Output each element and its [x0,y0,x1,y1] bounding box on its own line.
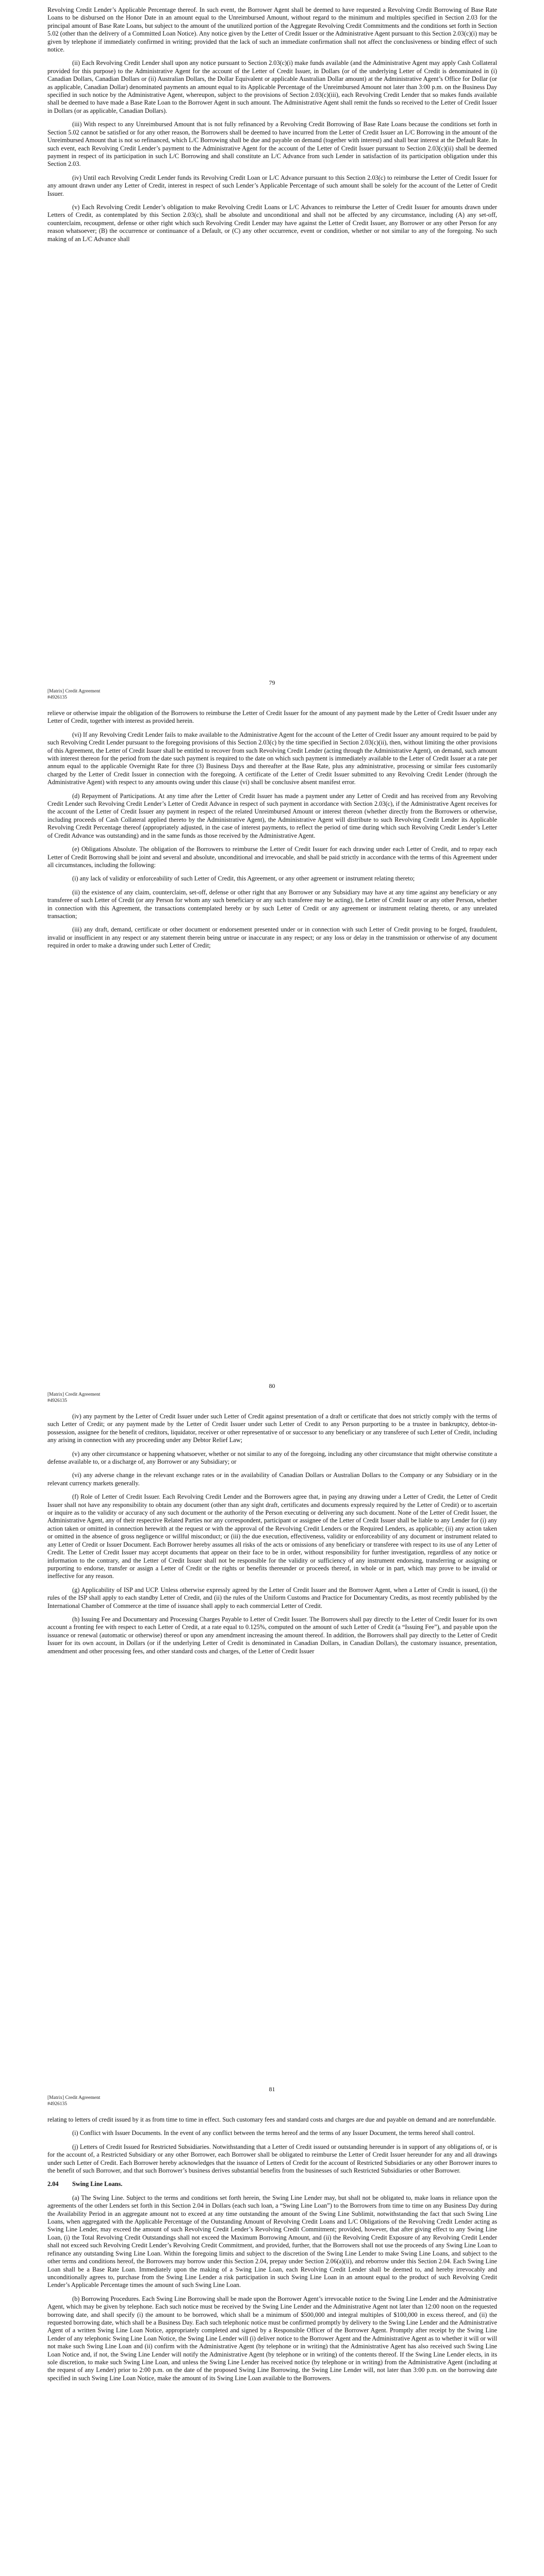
paragraph: (ii) Each Revolving Credit Lender shall upon any notice pursuant to Section 2.03(c)(i) make funds available (and the Administrative Agent may apply Cash Collateral provided for this purpose) to the Administrative Agent for the account of the Letter of Credit Issuer, in Dollars (or of the underlying Letter of Credit is denominated in (i) Canadian Dollars, Canadian Dollars or (ii) Australian Dollars, the Dollar Equivalent or applicable Australian Dollar amount) at the Administrative Agent’s Office for Dollar (or as applicable, Canadian Dollar) denominated payments an amount equal to its Applicable Percentage of the Unreimbursed Amount not later than 3:00 p.m. on the Business Day specified in such notice by the Administrative Agent, whereupon, subject to the provisions of Section 2.03(c)(iii), each Revolving Credit Lender that so makes funds available shall be deemed to have made a Base Rate Loan to the Borrower Agent in such amount. The Administrative Agent shall remit the funds so received to the Letter of Credit Issuer in Dollars (or as applicable, Canadian Dollars). [47,59,497,114]
footer-code: #4926135 [47,695,67,700]
paragraph: (i) Conflict with Issuer Documents. In the event of any conflict between the terms hereof and the terms of any Issuer Document, the terms hereof shall control. [72,2129,475,2137]
paragraph: Revolving Credit Lender’s Applicable Percentage thereof. In such event, the Borrower Agent shall be deemed to have requested a Revolving Credit Borrowing of Base Rate Loans to be disbursed on the Honor Date in an amount equal to the Unreimbursed Amount, without regard to the minimum and multiples specified in Section 2.03 for the principal amount of Base Rate Loans, but subject to the amount of the unutilized portion of the Aggregate Revolving Credit Commitments and the conditions set forth in Section 5.02 (other than the delivery of a Committed Loan Notice). Any notice given by the Letter of Credit Issuer or the Administrative Agent pursuant to this Section 2.03(c)(i) may be given by telephone if immediately confirmed in writing; provided that the lack of such an immediate confirmation shall not affect the conclusiveness or binding effect of such notice. [47,6,497,54]
page-footer [47,2095,100,2107]
paragraph: (iii) With respect to any Unreimbursed Amount that is not fully refinanced by a Revolving Credit Borrowing of Base Rate Loans because the conditions set forth in Section 5.02 cannot be satisfied or for any other reason, the Borrowers shall be deemed to have incurred from the Letter of Credit Issuer an L/C Borrowing in the amount of the Unreimbursed Amount that is not so refinanced, which L/C Borrowing shall be due and payable on demand (together with interest) and shall bear interest at the Default Rate. In such event, each Revolving Credit Lender’s payment to the Administrative Agent for the account of the Letter of Credit Issuer pursuant to Section 2.03(c)(ii) shall be deemed payment in respect of its participation in such L/C Borrowing and shall constitute an L/C Advance from such Lender in satisfaction of its participation obligation under this Section 2.03. [47,121,497,168]
paragraph: (h) Issuing Fee and Documentary and Processing Charges Payable to Letter of Credit Issuer. The Borrowers shall pay directly to the Letter of Credit Issuer for its own account a fronting fee with respect to each Letter of Credit, at a rate equal to 0.125%, computed on the amount of such Letter of Credit (a “Issuing Fee”), and payable upon the issuance or renewal (automatic or otherwise) thereof or upon any amendment increasing the amount thereof. In addition, the Borrowers shall pay directly to the Letter of Credit Issuer for its own account, in Dollars (or if the underlying Letter of Credit is denominated in Canadian Dollars, in Canadian Dollars), the customary issuance, presentation, amendment and other processing fees, and other standard costs and charges, of the Letter of Credit Issuer [47,1615,497,1655]
paragraph: (ii) the existence of any claim, counterclaim, set-off, defense or other right that any Borrower or any Subsidiary may have at any time against any beneficiary or any transferee of such Letter of Credit (or any Person for whom any such beneficiary or any such transferee may be acting), the Letter of Credit Issuer or any other Person, whether in connection with this Agreement, the transactions contemplated hereby or by such Letter of Credit or any agreement or instrument relating thereto, or any unrelated transaction; [47,888,497,920]
paragraph: (iv) Until each Revolving Credit Lender funds its Revolving Credit Loan or L/C Advance pursuant to this Section 2.03(c) to reimburse the Letter of Credit Issuer for any amount drawn under any Letter of Credit, interest in respect of such Lender’s Applicable Percentage of such amount shall be solely for the account of the Letter of Credit Issuer. [47,174,497,197]
page-number: 81 [269,2086,275,2093]
page-number: 79 [269,679,275,686]
paragraph: (iv) any payment by the Letter of Credit Issuer under such Letter of Credit against presentation of a draft or certificate that does not strictly comply with the terms of such Letter of Credit; or any payment made by the Letter of Credit Issuer under such Letter of Credit to any Person purporting to be a trustee in bankruptcy, debtor-in-possession, assignee for the benefit of creditors, liquidator, receiver or other representative of or successor to any beneficiary or any transferee of such Letter of Credit, including any arising in connection with any proceeding under any Debtor Relief Law; [47,1413,497,1444]
page-4-body [47,2116,497,2388]
footer-title: [Matrix] Credit Agreement [47,689,101,694]
page-footer [47,1392,100,1404]
page-2-body [47,709,497,956]
paragraph: (g) Applicability of ISP and UCP. Unless otherwise expressly agreed by the Letter of Credit Issuer and the Borrower Agent, when a Letter of Credit is issued, (i) the rules of the ISP shall apply to each standby Letter of Credit, and (ii) the rules of the Uniform Customs and Practice for Documentary Credits, as most recently published by the International Chamber of Commerce at the time of issuance shall apply to each commercial Letter of Credit. [47,1586,497,1609]
paragraph: (e) Obligations Absolute. The obligation of the Borrowers to reimburse the Letter of Credit Issuer for each drawing under each Letter of Credit, and to repay each Letter of Credit Borrowing shall be joint and several and absolute, unconditional and irrevocable, and shall be paid strictly in accordance with the terms of this Agreement under all circumstances, including the following: [47,845,497,869]
paragraph: (vi) If any Revolving Credit Lender fails to make available to the Administrative Agent for the account of the Letter of Credit Issuer any amount required to be paid by such Revolving Credit Lender pursuant to the foregoing provisions of this Section 2.03(c) by the time specified in Section 2.03(c)(ii), then, without limiting the other provisions of this Agreement, the Letter of Credit Issuer shall be entitled to recover from such Revolving Credit Lender (acting through the Administrative Agent), on demand, such amount with interest thereon for the period from the date such payment is required to the date on which such payment is immediately available to the Letter of Credit Issuer at a rate per annum equal to the applicable Overnight Rate for three (3) Business Days and thereafter at the Base Rate, plus any administrative, processing or similar fees customarily charged by the Letter of Credit Issuer in connection with the foregoing. A certificate of the Letter of Credit Issuer submitted to any Revolving Credit Lender (through the Administrative Agent) with respect to any amounts owing under this clause (vi) shall be conclusive absent manifest error. [47,731,497,786]
page-footer [47,688,100,701]
page-4 [0,2110,544,2576]
paragraph: (vi) any adverse change in the relevant exchange rates or in the availability of Canadian Dollars or Australian Dollars to the Company or any Subsidiary or in the relevant currency markets generally. [47,1471,497,1487]
page-number: 80 [269,1382,275,1389]
paragraph: (i) any lack of validity or enforceability of such Letter of Credit, this Agreement, or any other agreement or instrument relating thereto; [72,875,415,883]
paragraph: relieve or otherwise impair the obligation of the Borrowers to reimburse the Letter of Credit Issuer for the amount of any payment made by the Letter of Credit Issuer under any Letter of Credit, together with interest as provided herein. [47,709,497,725]
page-3-body [47,1413,497,1661]
paragraph: (iii) any draft, demand, certificate or other document or endorsement presented under or in connection with such Letter of Credit proving to be forged, fraudulent, invalid or insufficient in any respect or any statement therein being untrue or inaccurate in any respect; or any loss or delay in the transmission or otherwise of any document required in order to make a drawing under such Letter of Credit; [47,926,497,950]
paragraph: (v) any other circumstance or happening whatsoever, whether or not similar to any of the foregoing, including any other circumstance that might otherwise constitute a defense available to, or a discharge of, any Borrower or any Subsidiary; or [47,1450,497,1466]
paragraph: (a) The Swing Line. Subject to the terms and conditions set forth herein, the Swing Line Lender may, but shall not be obligated to, make loans in reliance upon the agreements of the other Lenders set forth in this Section 2.04 in Dollars (each such loan, a “Swing Line Loan”) to the Borrowers from time to time on any Business Day during the Availability Period in an aggregate amount not to exceed at any time outstanding the amount of the Swing Line Sublimit, notwithstanding the fact that such Swing Line Loans, when aggregated with the Applicable Percentage of the Outstanding Amount of Revolving Credit Loans and L/C Obligations of the Revolving Credit Lender acting as Swing Line Lender, may exceed the amount of such Revolving Credit Lender’s Revolving Credit Commitment; provided, however, that after giving effect to any Swing Line Loan, (i) the Total Revolving Credit Outstandings shall not exceed the Maximum Borrowing Amount, and (ii) the Revolving Credit Exposure of any Revolving Credit Lender shall not exceed such Revolving Credit Lender’s Revolving Credit Commitment, and provided, further, that the Borrowers shall not use the proceeds of any Swing Line Loan to refinance any outstanding Swing Line Loan. Within the foregoing limits and subject to the discretion of the Swing Line Lender to make Swing Line Loans, and subject to the other terms and conditions hereof, the Borrowers may borrow under this Section 2.04, prepay under Section 2.06(a)(ii), and reborrow under this Section 2.04. Each Swing Line Loan shall be a Base Rate Loan. Immediately upon the making of a Swing Line Loan, each Revolving Credit Lender shall be deemed to, and hereby irrevocably and unconditionally agrees to, purchase from the Swing Line Lender a risk participation in such Swing Line Loan in an amount equal to the product of such Revolving Credit Lender’s Applicable Percentage times the amount of such Swing Line Loan. [47,2194,497,2289]
footer-code: #4926135 [47,1398,67,1403]
paragraph: (b) Borrowing Procedures. Each Swing Line Borrowing shall be made upon the Borrower Agent’s irrevocable notice to the Swing Line Lender and the Administrative Agent, which may be given by telephone. Each such notice must be received by the Swing Line Lender and the Administrative Agent not later than 12:00 noon on the requested borrowing date, and shall specify (i) the amount to be borrowed, which shall be a minimum of $500,000 and integral multiples of $100,000 in excess thereof, and (ii) the requested borrowing date, which shall be a Business Day. Each such telephonic notice must be confirmed promptly by delivery to the Swing Line Lender and the Administrative Agent of a written Swing Line Loan Notice, appropriately completed and signed by a Responsible Officer of the Borrower Agent. Promptly after receipt by the Swing Line Lender of any telephonic Swing Line Loan Notice, the Swing Line Lender will (i) deliver notice to the Borrower Agent and the Administrative Agent as to whether it will or will not make such Swing Line Loan and (ii) confirm with the Administrative Agent (by telephone or in writing) that the Administrative Agent has also received such Swing Line Loan Notice and, if not, the Swing Line Lender will notify the Administrative Agent (by telephone or in writing) of the contents thereof. If the Swing Line Lender elects, in its sole discretion, to make such Swing Line Loan, and unless the Swing Line Lender has received notice (by telephone or in writing) from the Administrative Agent (including at the request of any Lender) prior to 2:00 p.m. on the date of the proposed Swing Line Borrowing, the Swing Line Lender will, not later than 3:00 p.m. on the borrowing date specified in such Swing Line Loan Notice, make the amount of its Swing Line Loan available to the Borrowers. [47,2295,497,2382]
section-title: Swing Line Loans. [72,2180,123,2188]
paragraph: (j) Letters of Credit Issued for Restricted Subsidiaries. Notwithstanding that a Letter of Credit issued or outstanding hereunder is in support of any obligations of, or is for the account of, a Restricted Subsidiary or any other Borrower, each Borrower shall be obligated to reimburse the Letter of Credit Issuer hereunder for any and all drawings under such Letter of Credit. Each Borrower hereby acknowledges that the issuance of Letters of Credit for the account of Restricted Subsidiaries or any other Borrower inures to the benefit of such Borrower, and that such Borrower’s business derives substantial benefits from the businesses of such Restricted Subsidiaries or other Borrower. [47,2143,497,2175]
footer-title: [Matrix] Credit Agreement [47,1392,101,1397]
page-3 [0,1406,544,2110]
paragraph: (d) Repayment of Participations. At any time after the Letter of Credit Issuer has made a payment under any Letter of Credit and has received from any Revolving Credit Lender such Revolving Credit Lender’s Letter of Credit Advance in respect of such payment in accordance with Section 2.03(c), if the Administrative Agent receives for the account of the Letter of Credit Issuer any payment in respect of the related Unreimbursed Amount or interest thereon (whether directly from the Borrowers or otherwise, including proceeds of Cash Collateral applied thereto by the Administrative Agent), the Administrative Agent will distribute to such Revolving Credit Lender its Applicable Revolving Credit Percentage thereof (appropriately adjusted, in the case of interest payments, to reflect the period of time during which such Revolving Credit Lender’s Letter of Credit Advance was outstanding) and in the same funds as those received by the Administrative Agent. [47,792,497,839]
paragraph: (v) Each Revolving Credit Lender’s obligation to make Revolving Credit Loans or L/C Advances to reimburse the Letter of Credit Issuer for amounts drawn under Letters of Credit, as contemplated by this Section 2.03(c), shall be absolute and unconditional and shall not be affected by any circumstance, including (A) any set-off, counterclaim, recoupment, defense or other right which such Revolving Credit Lender may have against the Letter of Credit Issuer, any Borrower or any other Person for any reason whatsoever; (B) the occurrence or continuance of a Default, or (C) any other occurrence, event or condition, whether or not similar to any of the foregoing. No such making of an L/C Advance shall [47,203,497,243]
page-2 [0,703,544,1406]
section-heading [47,2180,497,2188]
page-1 [0,0,544,703]
paragraph: relating to letters of credit issued by it as from time to time in effect. Such customary fees and standard costs and charges are due and payable on demand and are nonrefundable. [47,2116,496,2123]
footer-code: #4926135 [47,2102,67,2107]
paragraph: (f) Role of Letter of Credit Issuer. Each Revolving Credit Lender and the Borrowers agree that, in paying any drawing under a Letter of Credit, the Letter of Credit Issuer shall not have any responsibility to obtain any document (other than any sight draft, certificates and documents expressly required by the Letter of Credit) or to ascertain or inquire as to the validity or accuracy of any such document or the authority of the Person executing or delivering any such document. None of the Letter of Credit Issuer, the Administrative Agent, any of their respective Related Parties nor any correspondent, participant or assignee of the Letter of Credit Issuer shall be liable to any Lender for (i) any action taken or omitted in connection herewith at the request or with the approval of the Revolving Credit Lenders or the Required Lenders, as applicable; (ii) any action taken or omitted in the absence of gross negligence or willful misconduct; or (iii) the due execution, effectiveness, validity or enforceability of any document or instrument related to any Letter of Credit or Issuer Document. Each Borrower hereby assumes all risks of the acts or omissions of any beneficiary or transferee with respect to its use of any Letter of Credit. The Letter of Credit Issuer may accept documents that appear on their face to be in order, without responsibility for further investigation, regardless of any notice or information to the contrary, and the Letter of Credit Issuer shall not be responsible for the validity or sufficiency of any instrument endorsing, transferring or assigning or purporting to endorse, transfer or assign a Letter of Credit or the rights or benefits thereunder or proceeds thereof, in whole or in part, which may prove to be invalid or ineffective for any reason. [47,1493,497,1580]
page-1-body [47,6,497,249]
section-number: 2.04 [47,2180,59,2188]
footer-title: [Matrix] Credit Agreement [47,2095,101,2100]
